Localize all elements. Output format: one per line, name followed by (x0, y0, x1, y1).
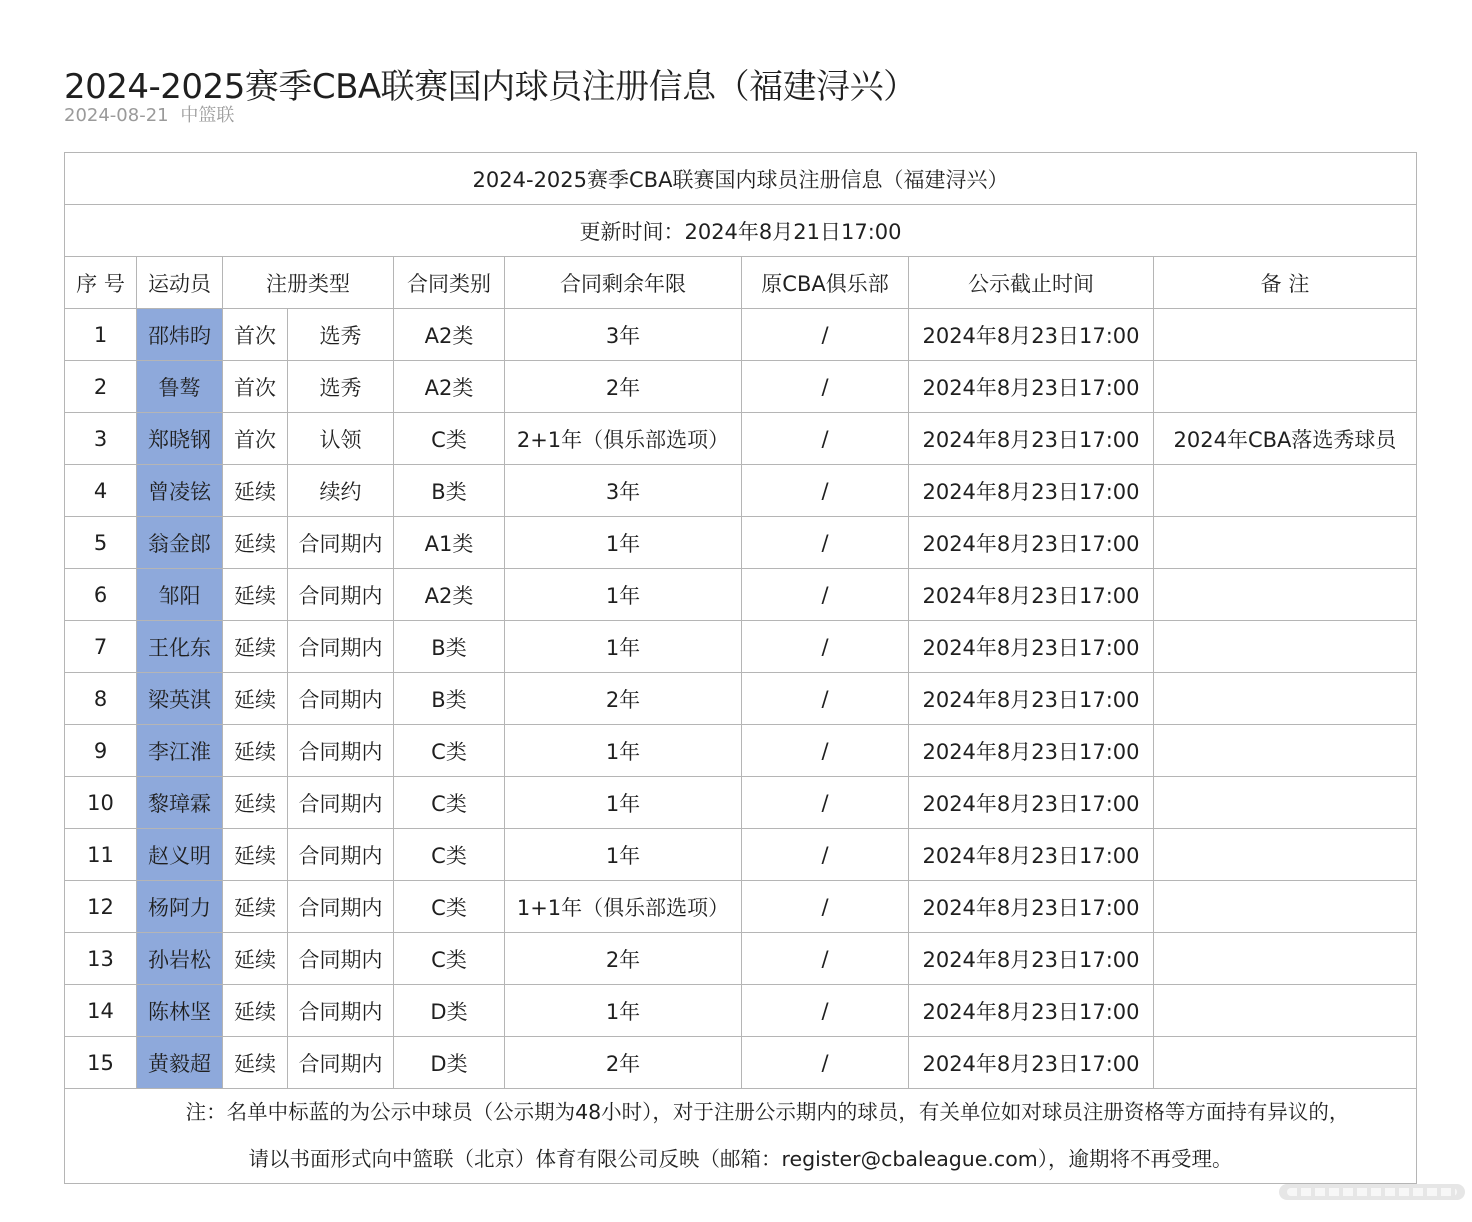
cell-registration-subtype: 选秀 (288, 361, 394, 413)
cell-former-club: / (742, 1037, 909, 1089)
cell-player: 孙岩松 (137, 933, 223, 985)
cell-player: 梁英淇 (137, 673, 223, 725)
cell-former-club: / (742, 465, 909, 517)
cell-contract-class: C类 (394, 829, 505, 881)
cell-deadline: 2024年8月23日17:00 (909, 725, 1154, 777)
table-note (65, 1089, 1417, 1184)
cell-index: 6 (65, 569, 137, 621)
cell-remark (1154, 1037, 1417, 1089)
cell-former-club: / (742, 881, 909, 933)
cell-registration-subtype: 合同期内 (288, 517, 394, 569)
cell-contract-class: C类 (394, 725, 505, 777)
cell-deadline: 2024年8月23日17:00 (909, 673, 1154, 725)
cell-registration-subtype: 选秀 (288, 309, 394, 361)
update-time: 更新时间：2024年8月21日17:00 (65, 205, 1417, 257)
caption-row (65, 153, 1417, 205)
cell-remaining-years: 1年 (505, 777, 742, 829)
cell-deadline: 2024年8月23日17:00 (909, 517, 1154, 569)
cell-player: 黎璋霖 (137, 777, 223, 829)
cell-contract-class: C类 (394, 933, 505, 985)
cell-index: 5 (65, 517, 137, 569)
header-player: 运动员 (137, 257, 223, 309)
cell-former-club: / (742, 621, 909, 673)
cell-player: 陈林坚 (137, 985, 223, 1037)
table-row (65, 621, 1417, 673)
table-row (65, 881, 1417, 933)
cell-remark (1154, 933, 1417, 985)
cell-registration-subtype: 合同期内 (288, 673, 394, 725)
cell-former-club: / (742, 985, 909, 1037)
cell-registration-subtype: 合同期内 (288, 933, 394, 985)
cell-player: 翁金郎 (137, 517, 223, 569)
cell-remaining-years: 1年 (505, 725, 742, 777)
cell-deadline: 2024年8月23日17:00 (909, 465, 1154, 517)
cell-registration-subtype: 合同期内 (288, 621, 394, 673)
cell-registration-subtype: 合同期内 (288, 1037, 394, 1089)
cell-registration: 延续 (223, 881, 288, 933)
cell-contract-class: A2类 (394, 309, 505, 361)
table-row (65, 985, 1417, 1037)
cell-player: 王化东 (137, 621, 223, 673)
header-former-club: 原CBA俱乐部 (742, 257, 909, 309)
cell-former-club: / (742, 309, 909, 361)
table-row (65, 829, 1417, 881)
cell-remaining-years: 1年 (505, 829, 742, 881)
page-title: 2024-2025赛季CBA联赛国内球员注册信息（福建浔兴） (64, 66, 917, 107)
cell-remark: 2024年CBA落选秀球员 (1154, 413, 1417, 465)
cell-registration: 延续 (223, 1037, 288, 1089)
cell-remaining-years: 1年 (505, 621, 742, 673)
cell-index: 8 (65, 673, 137, 725)
cell-remark (1154, 725, 1417, 777)
cell-remaining-years: 1+1年（俱乐部选项） (505, 881, 742, 933)
cell-registration: 延续 (223, 621, 288, 673)
cell-contract-class: D类 (394, 985, 505, 1037)
cell-deadline: 2024年8月23日17:00 (909, 777, 1154, 829)
header-registration-type: 注册类型 (223, 257, 394, 309)
cell-deadline: 2024年8月23日17:00 (909, 569, 1154, 621)
cell-registration: 首次 (223, 413, 288, 465)
cell-index: 11 (65, 829, 137, 881)
table-caption: 2024-2025赛季CBA联赛国内球员注册信息（福建浔兴） (65, 153, 1417, 205)
cell-deadline: 2024年8月23日17:00 (909, 881, 1154, 933)
cell-deadline: 2024年8月23日17:00 (909, 985, 1154, 1037)
cell-registration-subtype: 合同期内 (288, 725, 394, 777)
cell-registration: 延续 (223, 777, 288, 829)
cell-remaining-years: 2年 (505, 933, 742, 985)
cell-contract-class: A1类 (394, 517, 505, 569)
cell-registration-subtype: 合同期内 (288, 985, 394, 1037)
cell-index: 12 (65, 881, 137, 933)
header-index: 序 号 (65, 257, 137, 309)
cell-index: 10 (65, 777, 137, 829)
cell-remark (1154, 569, 1417, 621)
cell-index: 14 (65, 985, 137, 1037)
note-line-2: 请以书面形式向中篮联（北京）体育有限公司反映（邮箱：register@cbaleague.com），逾期将不再受理。 (248, 1147, 1233, 1171)
table-row (65, 569, 1417, 621)
horizontal-scrollbar[interactable] (1279, 1184, 1465, 1200)
cell-registration: 延续 (223, 933, 288, 985)
cell-player: 郑晓钢 (137, 413, 223, 465)
cell-registration-subtype: 合同期内 (288, 881, 394, 933)
publisher: 中篮联 (180, 105, 235, 126)
update-row (65, 205, 1417, 257)
table-row (65, 309, 1417, 361)
cell-player: 杨阿力 (137, 881, 223, 933)
cell-contract-class: C类 (394, 881, 505, 933)
cell-registration: 延续 (223, 725, 288, 777)
cell-deadline: 2024年8月23日17:00 (909, 413, 1154, 465)
cell-remaining-years: 1年 (505, 517, 742, 569)
cell-former-club: / (742, 725, 909, 777)
cell-index: 4 (65, 465, 137, 517)
cell-remark (1154, 829, 1417, 881)
cell-registration-subtype: 合同期内 (288, 829, 394, 881)
cell-remaining-years: 2+1年（俱乐部选项） (505, 413, 742, 465)
cell-remaining-years: 1年 (505, 985, 742, 1037)
cell-index: 13 (65, 933, 137, 985)
table-row (65, 517, 1417, 569)
cell-remark (1154, 309, 1417, 361)
cell-remaining-years: 3年 (505, 465, 742, 517)
cell-player: 邹阳 (137, 569, 223, 621)
cell-remark (1154, 465, 1417, 517)
cell-former-club: / (742, 933, 909, 985)
cell-registration: 延续 (223, 517, 288, 569)
cell-registration: 延续 (223, 673, 288, 725)
cell-former-club: / (742, 777, 909, 829)
table-row (65, 413, 1417, 465)
cell-former-club: / (742, 517, 909, 569)
table-row (65, 777, 1417, 829)
cell-former-club: / (742, 413, 909, 465)
cell-registration: 首次 (223, 309, 288, 361)
cell-contract-class: B类 (394, 673, 505, 725)
table-row (65, 1037, 1417, 1089)
cell-player: 曾凌铉 (137, 465, 223, 517)
header-row (65, 257, 1417, 309)
cell-contract-class: A2类 (394, 569, 505, 621)
note-row (65, 1089, 1417, 1184)
cell-index: 2 (65, 361, 137, 413)
cell-contract-class: B类 (394, 621, 505, 673)
cell-index: 1 (65, 309, 137, 361)
cell-remark (1154, 621, 1417, 673)
cell-registration: 延续 (223, 465, 288, 517)
cell-player: 鲁骜 (137, 361, 223, 413)
cell-index: 9 (65, 725, 137, 777)
cell-remaining-years: 2年 (505, 361, 742, 413)
cell-remaining-years: 2年 (505, 1037, 742, 1089)
cell-remaining-years: 2年 (505, 673, 742, 725)
table-row (65, 673, 1417, 725)
cell-deadline: 2024年8月23日17:00 (909, 309, 1154, 361)
table-row (65, 933, 1417, 985)
cell-deadline: 2024年8月23日17:00 (909, 621, 1154, 673)
cell-contract-class: D类 (394, 1037, 505, 1089)
cell-index: 7 (65, 621, 137, 673)
cell-remark (1154, 777, 1417, 829)
table-row (65, 465, 1417, 517)
cell-deadline: 2024年8月23日17:00 (909, 361, 1154, 413)
cell-registration: 延续 (223, 569, 288, 621)
cell-remark (1154, 881, 1417, 933)
cell-index: 3 (65, 413, 137, 465)
cell-registration-subtype: 续约 (288, 465, 394, 517)
cell-former-club: / (742, 829, 909, 881)
publish-date: 2024-08-21 (64, 105, 169, 126)
cell-registration: 延续 (223, 829, 288, 881)
cell-player: 黄毅超 (137, 1037, 223, 1089)
cell-remark (1154, 985, 1417, 1037)
cell-contract-class: A2类 (394, 361, 505, 413)
cell-registration: 延续 (223, 985, 288, 1037)
cell-deadline: 2024年8月23日17:00 (909, 933, 1154, 985)
cell-contract-class: C类 (394, 413, 505, 465)
cell-player: 赵义明 (137, 829, 223, 881)
cell-former-club: / (742, 361, 909, 413)
header-remark: 备 注 (1154, 257, 1417, 309)
cell-former-club: / (742, 569, 909, 621)
note-line-1: 注：名单中标蓝的为公示中球员（公示期为48小时），对于注册公示期内的球员，有关单位如对球员注册资格等方面持有异议的， (185, 1100, 1350, 1124)
cell-remaining-years: 1年 (505, 569, 742, 621)
table-row (65, 361, 1417, 413)
cell-deadline: 2024年8月23日17:00 (909, 829, 1154, 881)
cell-registration-subtype: 合同期内 (288, 569, 394, 621)
cell-registration-subtype: 认领 (288, 413, 394, 465)
cell-index: 15 (65, 1037, 137, 1089)
cell-former-club: / (742, 673, 909, 725)
article-meta (64, 101, 234, 127)
table-row (65, 725, 1417, 777)
cell-remaining-years: 3年 (505, 309, 742, 361)
header-contract-class: 合同类别 (394, 257, 505, 309)
cell-contract-class: B类 (394, 465, 505, 517)
cell-player: 邵炜昀 (137, 309, 223, 361)
cell-deadline: 2024年8月23日17:00 (909, 1037, 1154, 1089)
cell-contract-class: C类 (394, 777, 505, 829)
registration-table (64, 152, 1417, 1184)
cell-registration: 首次 (223, 361, 288, 413)
cell-remark (1154, 361, 1417, 413)
cell-remark (1154, 517, 1417, 569)
header-remaining-years: 合同剩余年限 (505, 257, 742, 309)
cell-player: 李江淮 (137, 725, 223, 777)
header-deadline: 公示截止时间 (909, 257, 1154, 309)
cell-registration-subtype: 合同期内 (288, 777, 394, 829)
cell-remark (1154, 673, 1417, 725)
